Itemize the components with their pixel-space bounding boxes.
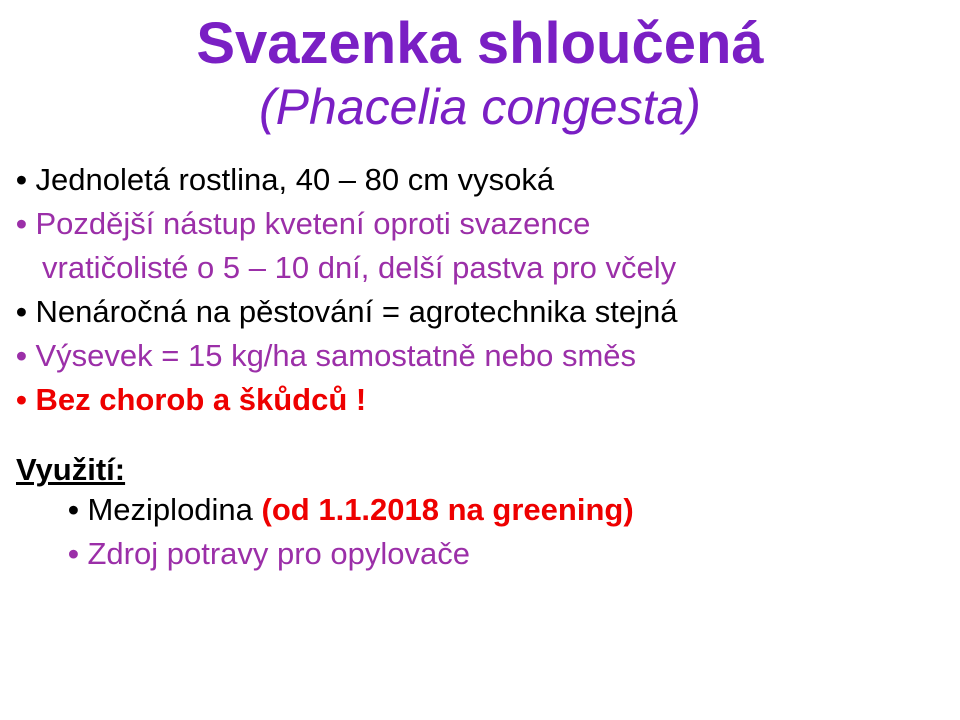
usage-section bbox=[0, 452, 960, 575]
text-segment: Výsevek = 15 kg/ha samostatně nebo směs bbox=[35, 338, 637, 374]
usage-list-item bbox=[16, 488, 960, 531]
bullet-marker-icon: • bbox=[68, 492, 79, 528]
text-segment: Zdroj potravy pro opylovače bbox=[87, 535, 471, 571]
title-block bbox=[0, 0, 960, 136]
bullet-line bbox=[16, 158, 950, 202]
bullet-line bbox=[16, 290, 950, 334]
bullet-line bbox=[16, 246, 950, 290]
bullet-marker-icon: • bbox=[68, 535, 79, 571]
text-segment: Jednoletá rostlina, 40 – 80 cm vysoká bbox=[35, 162, 555, 198]
text-segment: Pozdější nástup kvetení oproti svazence bbox=[35, 206, 591, 242]
bullet-line bbox=[16, 378, 950, 422]
text-segment: Meziplodina bbox=[87, 492, 262, 528]
bullet-marker-icon: • bbox=[16, 382, 27, 418]
text-segment: (od 1.1.2018 na greening) bbox=[261, 492, 634, 528]
page-title: Svazenka shloučená bbox=[196, 11, 764, 76]
bullet-marker-icon: • bbox=[16, 338, 27, 374]
text-segment: vratičolisté o 5 – 10 dní, delší pastva pro včely bbox=[42, 250, 677, 286]
usage-heading: Využití: bbox=[16, 452, 126, 488]
bullet-line bbox=[16, 202, 950, 246]
text-segment: Bez chorob a škůdců ! bbox=[35, 382, 367, 418]
bullet-marker-icon: • bbox=[16, 162, 27, 198]
bullet-marker-icon: • bbox=[16, 206, 27, 242]
usage-list bbox=[16, 488, 960, 575]
page-subtitle-latin-name: (Phacelia congesta) bbox=[259, 78, 701, 135]
bullet-list bbox=[0, 158, 960, 422]
bullet-marker-icon: • bbox=[16, 294, 27, 330]
bullet-line bbox=[16, 334, 950, 378]
text-segment: Nenáročná na pěstování = agrotechnika stejná bbox=[35, 294, 678, 330]
usage-list-item bbox=[16, 532, 960, 575]
